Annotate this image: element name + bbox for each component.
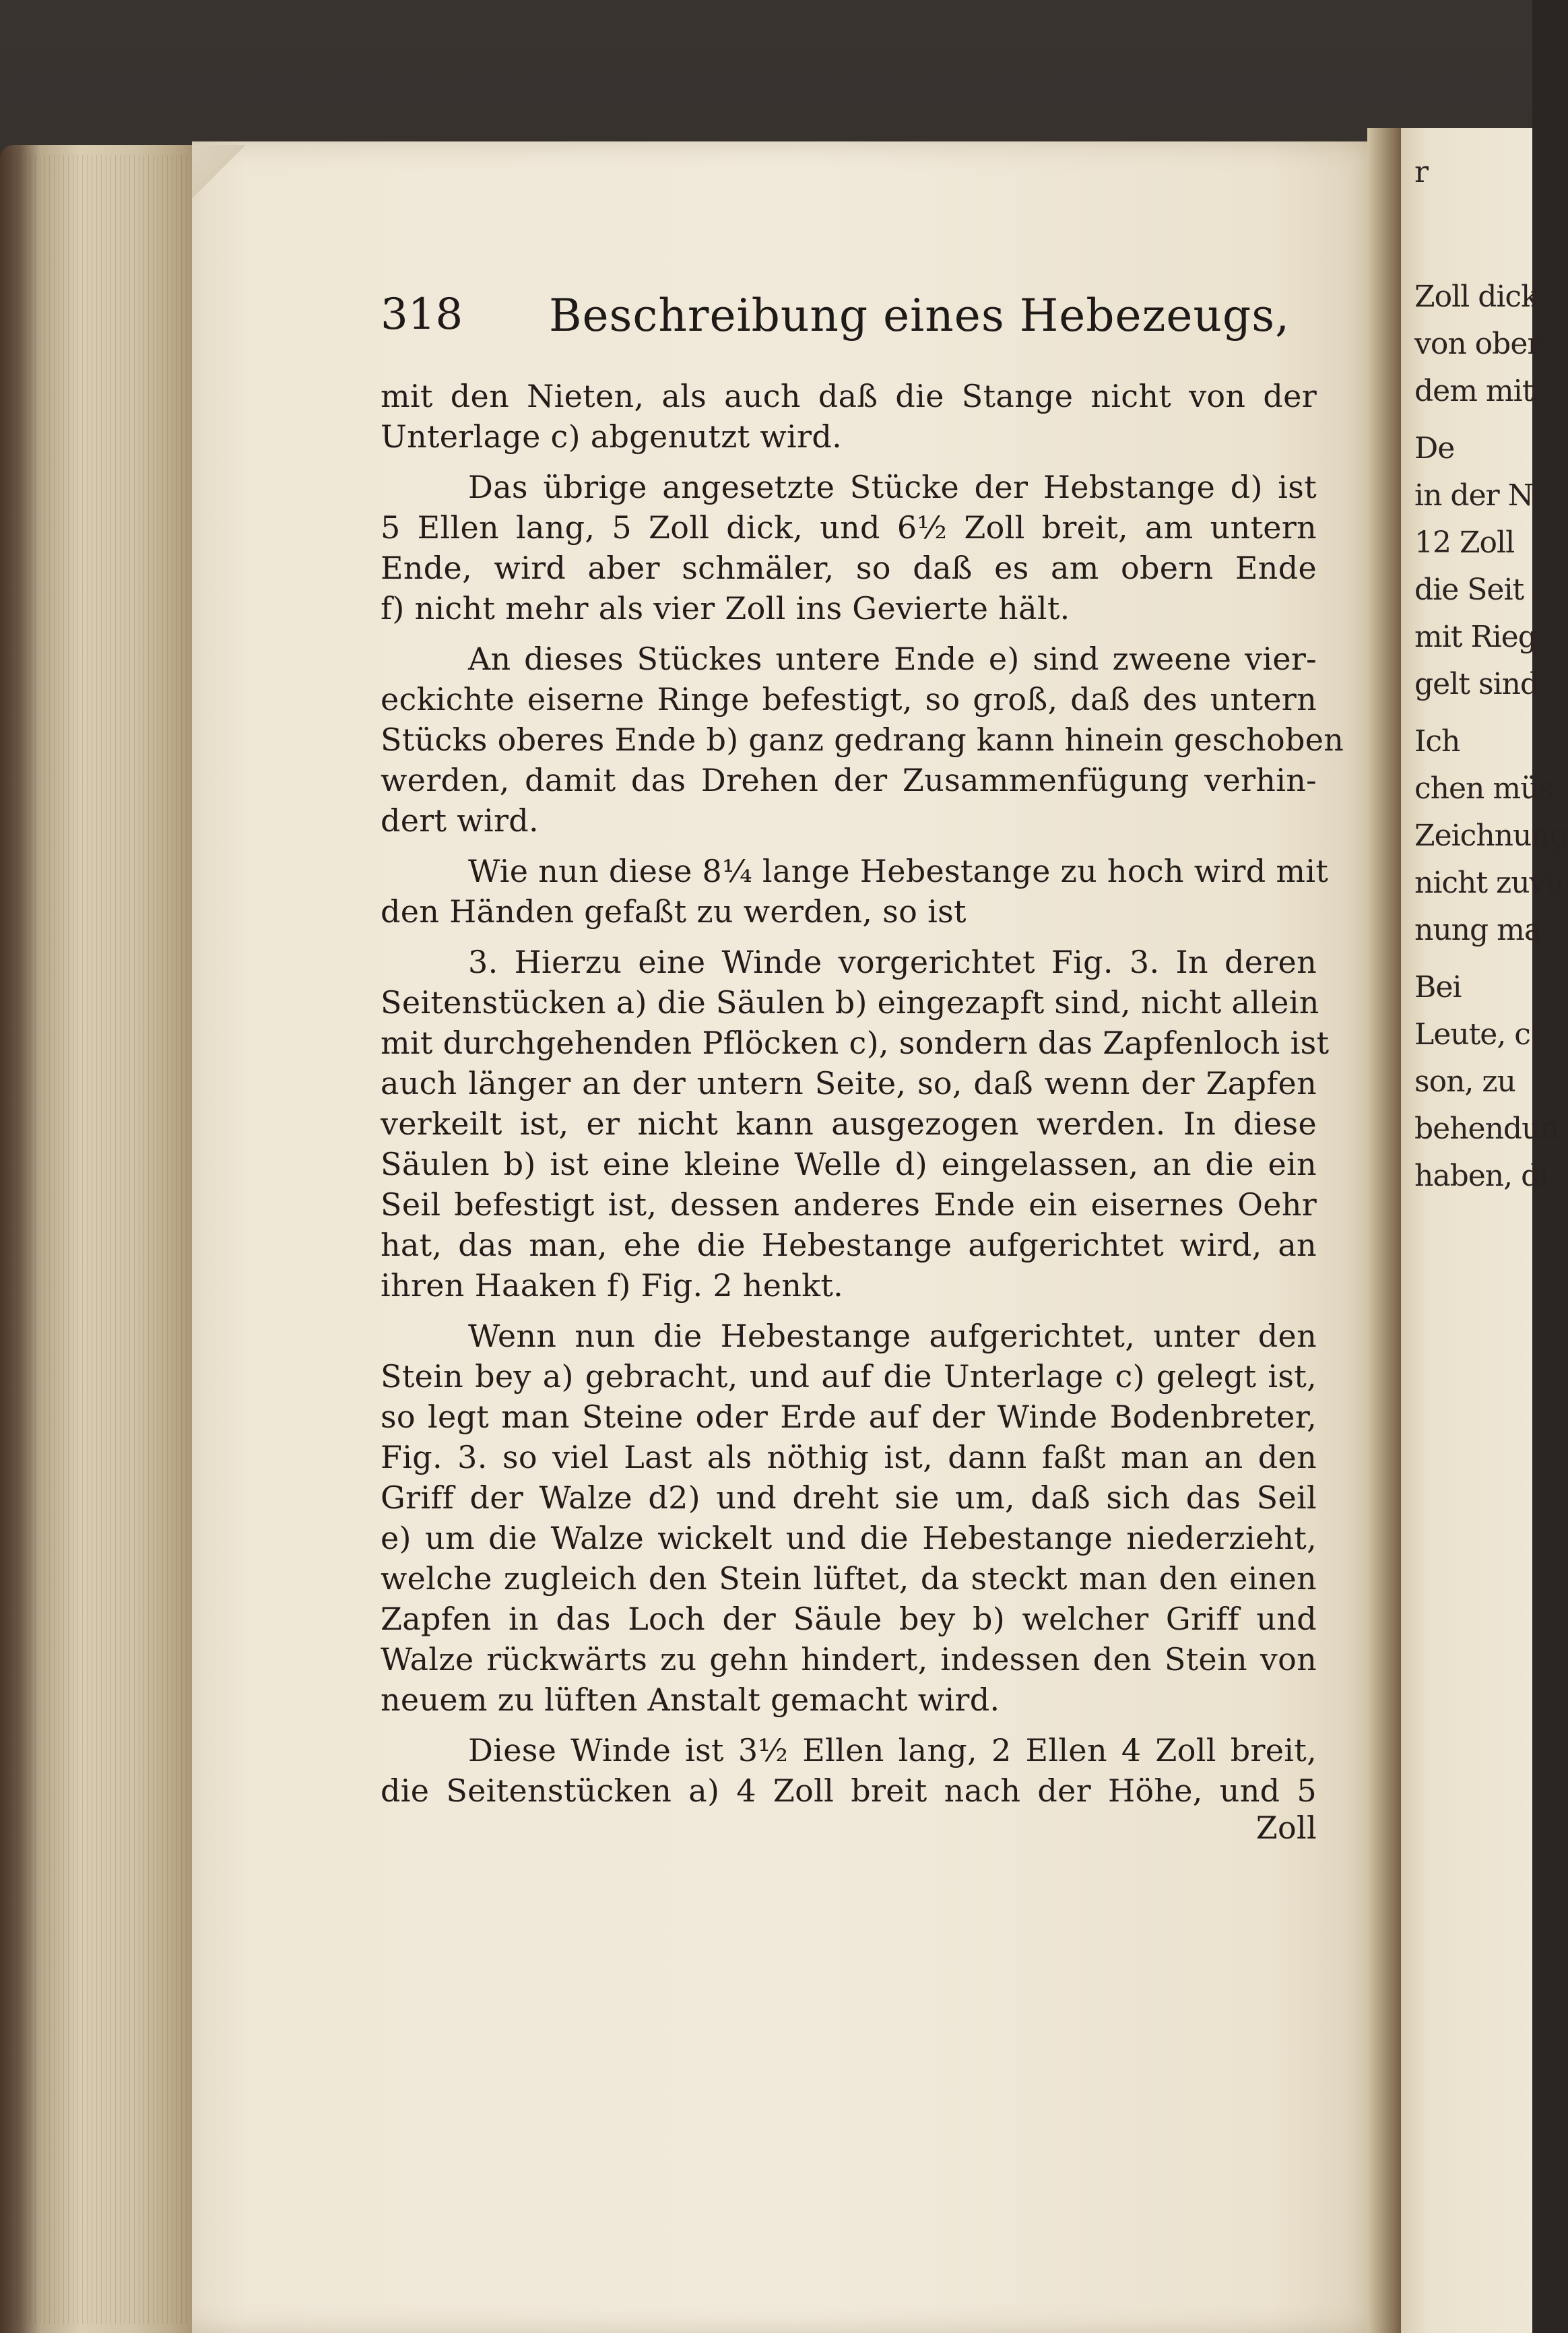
text-line: neuem zu lüften Anstalt gemacht wird. (381, 1682, 1000, 1718)
text-line: welche zugleich den Stein lüftet, da steckt man den einen (381, 1560, 1317, 1597)
opposite-page-line: in der N (1414, 478, 1534, 513)
opposite-page-line: nung ma (1414, 913, 1542, 947)
text-line: eckichte eiserne Ringe befestigt, so groß, daß des untern (381, 681, 1317, 717)
book-page-edge-lines (7, 155, 189, 2324)
text-line: mit durchgehenden Pflöcken c), sondern das Zapfenloch ist (381, 1025, 1330, 1061)
text-line: den Händen gefaßt zu werden, so ist (381, 893, 967, 930)
text-line: 3. Hierzu eine Winde vorgerichtet Fig. 3. In deren (468, 944, 1317, 980)
opposite-page-line: die Seit (1414, 573, 1524, 607)
opposite-page-line: von ober (1414, 327, 1541, 361)
opposite-page-line: dem mit (1414, 374, 1534, 408)
text-line: ihren Haaken f) Fig. 2 henkt. (381, 1267, 844, 1304)
text-line: Zoll (1255, 1810, 1317, 1846)
opposite-page-line: Zeichnung (1414, 819, 1568, 853)
page-header (381, 290, 1324, 350)
opposite-page-line: haben, di (1414, 1159, 1548, 1193)
text-line: Griff der Walze d2) und dreht sie um, daß sich das Seil (381, 1479, 1317, 1516)
opposite-page-line: Bei (1414, 970, 1462, 1004)
text-line: die Seitenstücken a) 4 Zoll breit nach der Höhe, und 5 (381, 1772, 1317, 1809)
text-line: werden, damit das Drehen der Zusammenfügung verhin- (381, 762, 1317, 798)
text-line: hat, das man, ehe die Hebestange aufgerichtet wird, an (381, 1227, 1317, 1263)
text-line: Diese Winde ist 3½ Ellen lang, 2 Ellen 4 Zoll breit, (468, 1732, 1317, 1768)
text-line: Das übrige angesetzte Stücke der Hebstange d) ist (468, 469, 1317, 505)
opposite-page-line: gelt sind. (1414, 667, 1548, 701)
text-line: Ende, wird aber schmäler, so daß es am obern Ende (381, 550, 1317, 586)
text-line: 5 Ellen lang, 5 Zoll dick, und 6½ Zoll breit, am untern (381, 509, 1317, 546)
opposite-page-line: behendun (1414, 1112, 1559, 1146)
text-line: Zapfen in das Loch der Säule bey b) welcher Griff und (381, 1601, 1317, 1637)
opposite-page-line: Zoll dick (1414, 280, 1538, 314)
text-line: Fig. 3. so viel Last als nöthig ist, dann faßt man an den (381, 1439, 1317, 1475)
text-line: verkeilt ist, er nicht kann ausgezogen werden. In diese (381, 1106, 1317, 1142)
text-line: Säulen b) ist eine kleine Welle d) eingelassen, an die ein (381, 1146, 1317, 1182)
opposite-page (1401, 128, 1568, 2333)
opposite-page-line: 12 Zoll (1414, 525, 1515, 560)
text-line: Stücks oberes Ende b) ganz gedrang kann hinein geschoben (381, 722, 1344, 758)
text-line: dert wird. (381, 802, 539, 839)
text-line: Stein bey a) gebracht, und auf die Unterlage c) gelegt ist, (381, 1358, 1317, 1395)
text-line: mit den Nieten, als auch daß die Stange nicht von der (381, 378, 1317, 414)
text-line: An dieses Stückes untere Ende e) sind zweene vier- (468, 641, 1317, 677)
page-corner-fold (192, 145, 246, 199)
opposite-page-line: mit Rieg (1414, 620, 1536, 654)
opposite-page-line: Leute, c (1414, 1017, 1530, 1052)
opposite-page-line: Ich (1414, 724, 1460, 759)
text-line: auch länger an der untern Seite, so, daß wenn der Zapfen (381, 1065, 1317, 1101)
text-line: Unterlage c) abgenutzt wird. (381, 418, 843, 455)
opposite-page-line: chen müs (1414, 771, 1553, 806)
opposite-page-line: son, zu (1414, 1064, 1515, 1099)
text-line: Seil befestigt ist, dessen anderes Ende ein eisernes Oehr (381, 1186, 1317, 1223)
text-line: Wie nun diese 8¼ lange Hebestange zu hoch wird mit (468, 853, 1329, 889)
opposite-page-line: nicht zuvü (1414, 866, 1564, 900)
text-line: Wenn nun die Hebestange aufgerichtet, unter den (468, 1318, 1317, 1354)
opposite-page-line: r (1414, 155, 1429, 189)
text-line: Seitenstücken a) die Säulen b) eingezapft sind, nicht allein (381, 984, 1319, 1021)
text-line: f) nicht mehr als vier Zoll ins Gevierte hält. (381, 590, 1070, 627)
text-line: e) um die Walze wickelt und die Hebestange niederzieht, (381, 1520, 1317, 1556)
page-number: 318 (381, 290, 463, 340)
opposite-page-line: De (1414, 431, 1455, 466)
text-line: Walze rückwärts zu gehn hindert, indessen den Stein von (381, 1641, 1317, 1677)
text-line: so legt man Steine oder Erde auf der Winde Bodenbreter, (381, 1399, 1317, 1435)
running-title: Beschreibung eines Hebezeugs, (549, 290, 1291, 342)
